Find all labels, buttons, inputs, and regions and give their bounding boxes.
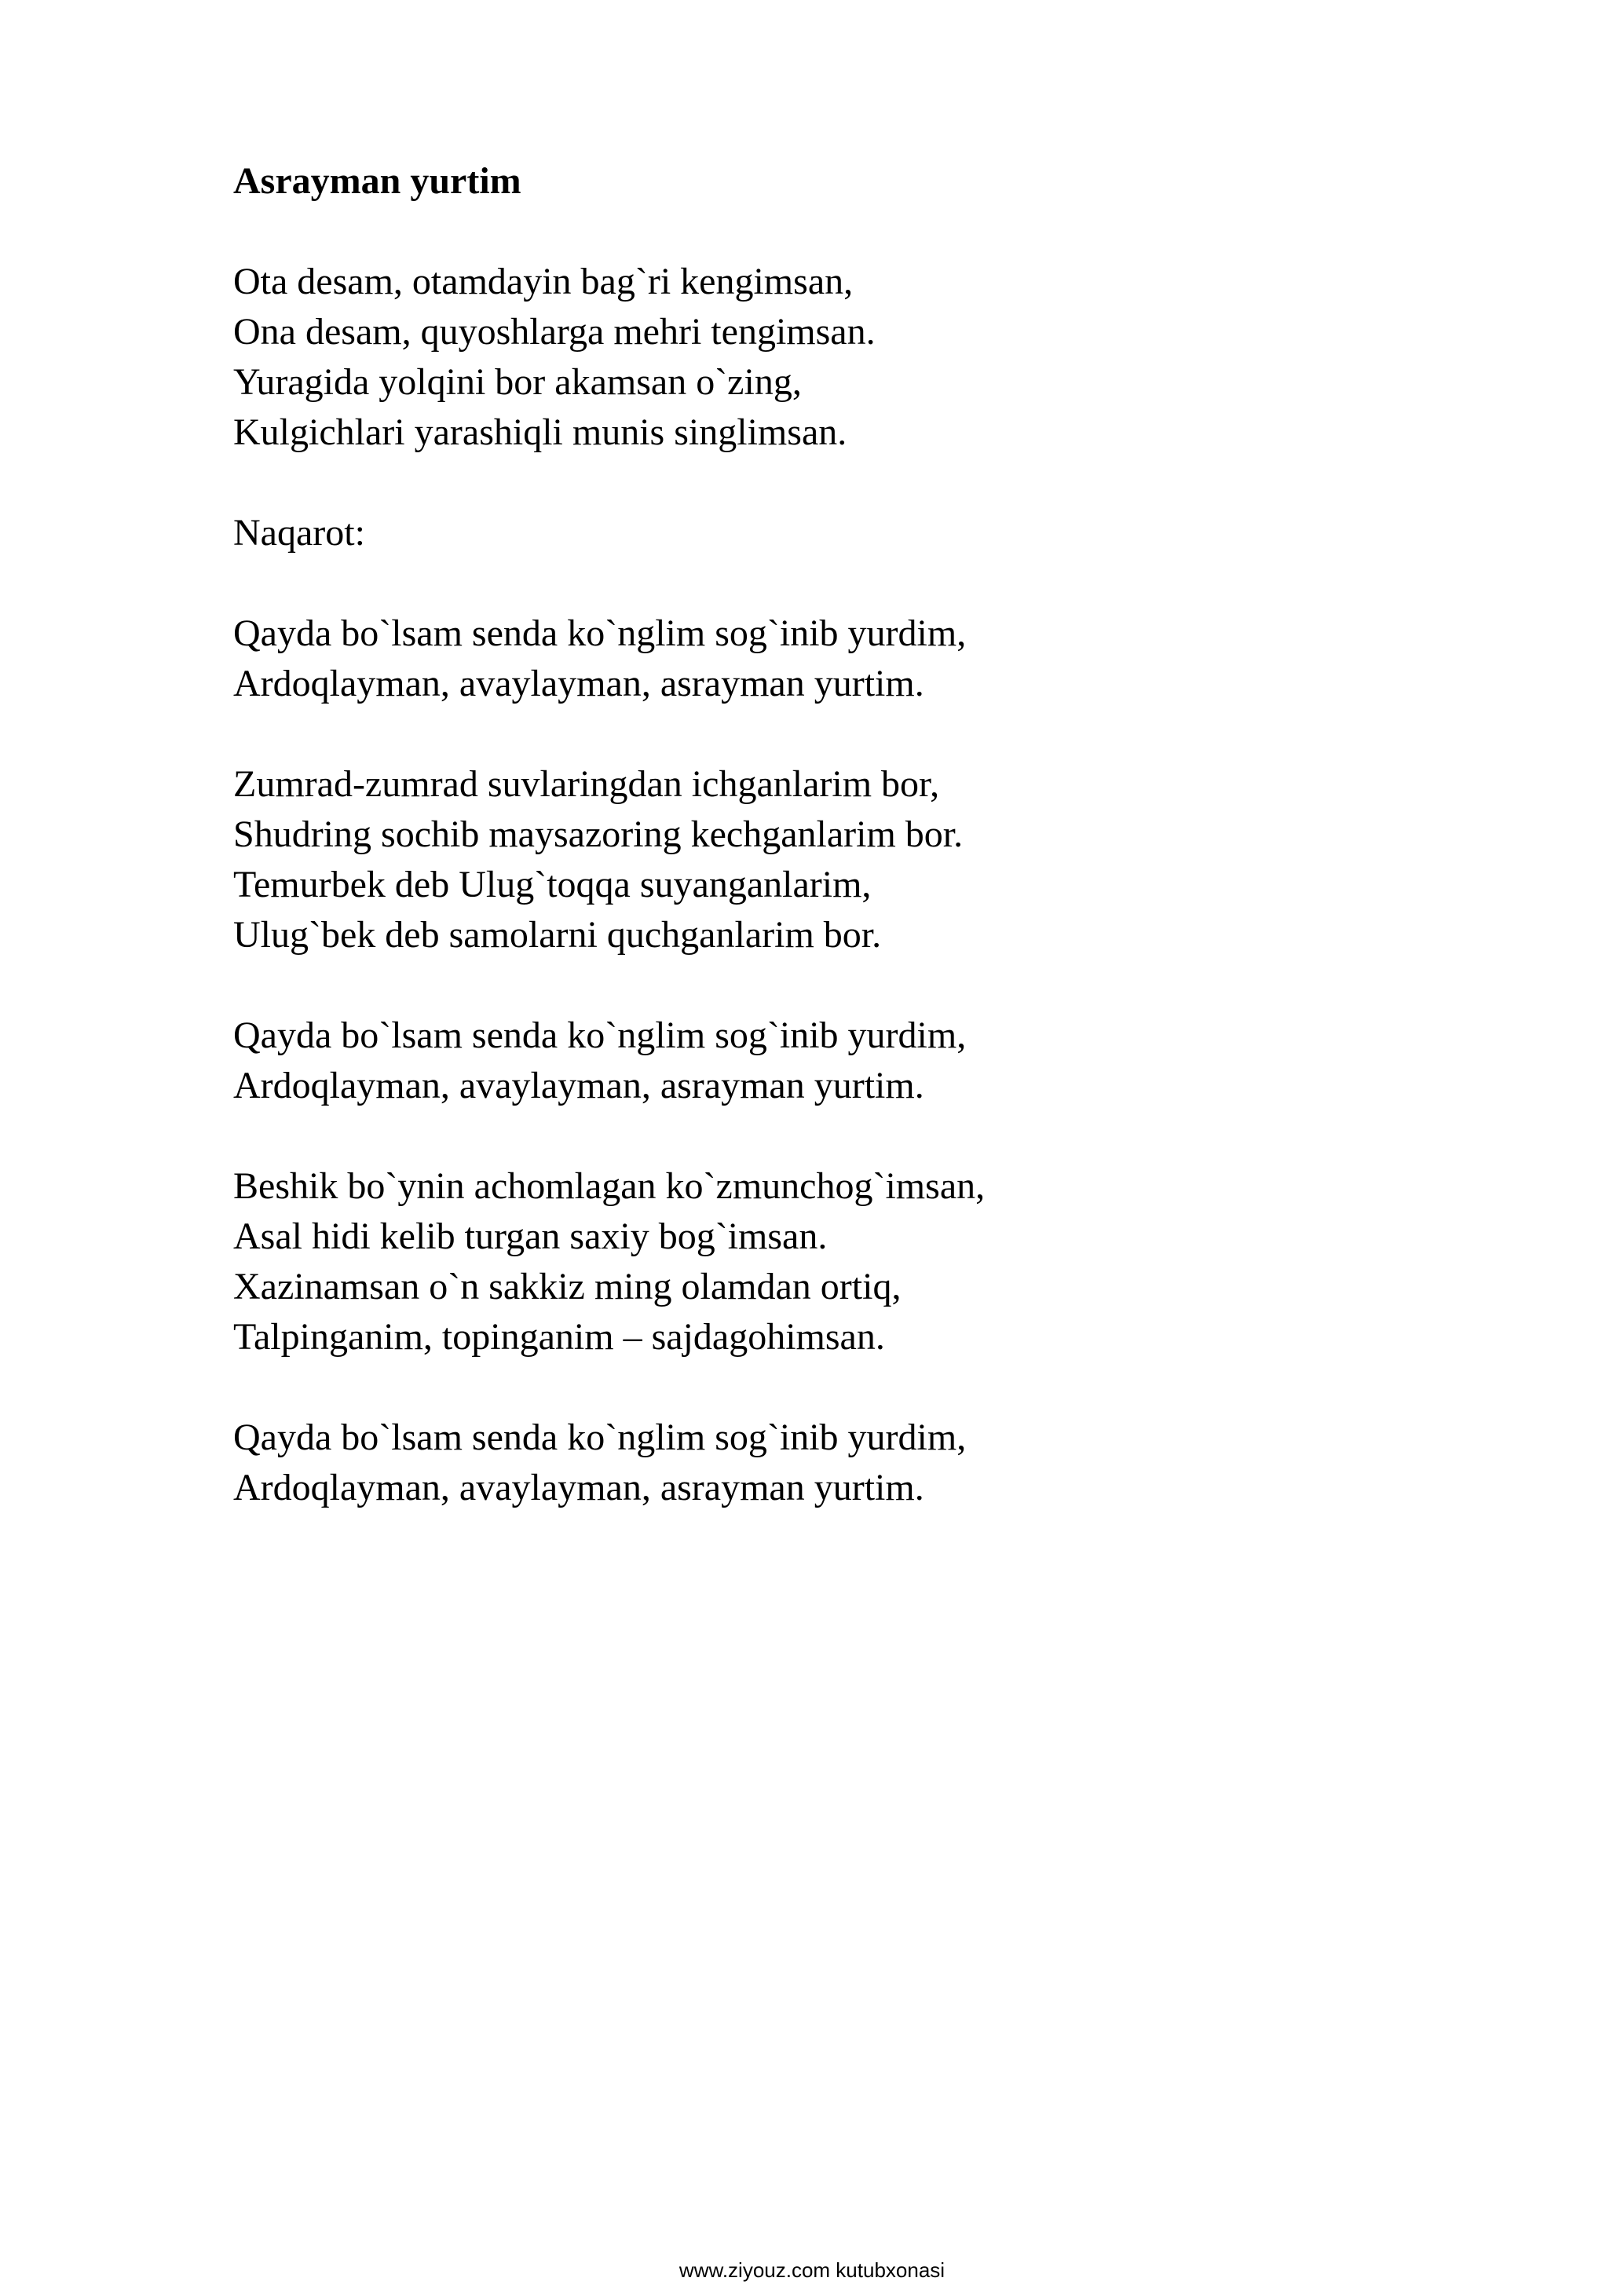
refrain-1	[233, 609, 1490, 709]
verse-line: Ardoqlayman, avaylayman, asrayman yurtim.	[233, 1467, 924, 1508]
verse-line: Ardoqlayman, avaylayman, asrayman yurtim.	[233, 1065, 924, 1106]
verse-line: Asal hidi kelib turgan saxiy bog`imsan.	[233, 1216, 828, 1257]
stanza-2	[233, 759, 1490, 960]
refrain-2	[233, 1011, 1490, 1111]
poem-body	[233, 156, 1490, 1513]
stanza-gap	[233, 1362, 1490, 1413]
verse-line: Talpinganim, topinganim – sajdagohimsan.	[233, 1316, 885, 1358]
verse-line: Qayda bo`lsam senda ko`nglim sog`inib yurdim,	[233, 1015, 967, 1056]
stanza-gap	[233, 458, 1490, 508]
refrain-heading: Naqarot:	[233, 512, 365, 554]
verse-line: Ulug`bek deb samolarni quchganlarim bor.	[233, 914, 882, 956]
refrain-3	[233, 1413, 1490, 1513]
stanza-gap	[233, 207, 1490, 257]
stanza-gap	[233, 709, 1490, 759]
stanza-1	[233, 257, 1490, 458]
verse-line: Ona desam, quyoshlarga mehri tengimsan.	[233, 311, 876, 353]
refrain-heading-block	[233, 508, 1490, 558]
verse-line: Qayda bo`lsam senda ko`nglim sog`inib yurdim,	[233, 612, 967, 654]
verse-line: Ota desam, otamdayin bag`ri kengimsan,	[233, 261, 854, 302]
verse-line: Xazinamsan o`n sakkiz ming olamdan ortiq,	[233, 1266, 902, 1307]
verse-line: Shudring sochib maysazoring kechganlarim bor.	[233, 813, 964, 855]
stanza-3	[233, 1161, 1490, 1362]
verse-line: Zumrad-zumrad suvlaringdan ichganlarim bor,	[233, 763, 940, 805]
poem-title: Asrayman yurtim	[233, 160, 521, 202]
verse-line: Temurbek deb Ulug`toqqa suyanganlarim,	[233, 864, 872, 905]
stanza-gap	[233, 558, 1490, 609]
verse-line: Qayda bo`lsam senda ko`nglim sog`inib yurdim,	[233, 1417, 967, 1458]
verse-line: Kulgichlari yarashiqli munis singlimsan.	[233, 411, 847, 453]
verse-line: Ardoqlayman, avaylayman, asrayman yurtim.	[233, 663, 924, 704]
page-footer: www.ziyouz.com kutubxonasi	[678, 2258, 946, 2282]
stanza-gap	[233, 960, 1490, 1011]
verse-line: Beshik bo`ynin achomlagan ko`zmunchog`imsan,	[233, 1165, 986, 1207]
verse-line: Yuragida yolqini bor akamsan o`zing,	[233, 361, 802, 403]
stanza-gap	[233, 1111, 1490, 1161]
